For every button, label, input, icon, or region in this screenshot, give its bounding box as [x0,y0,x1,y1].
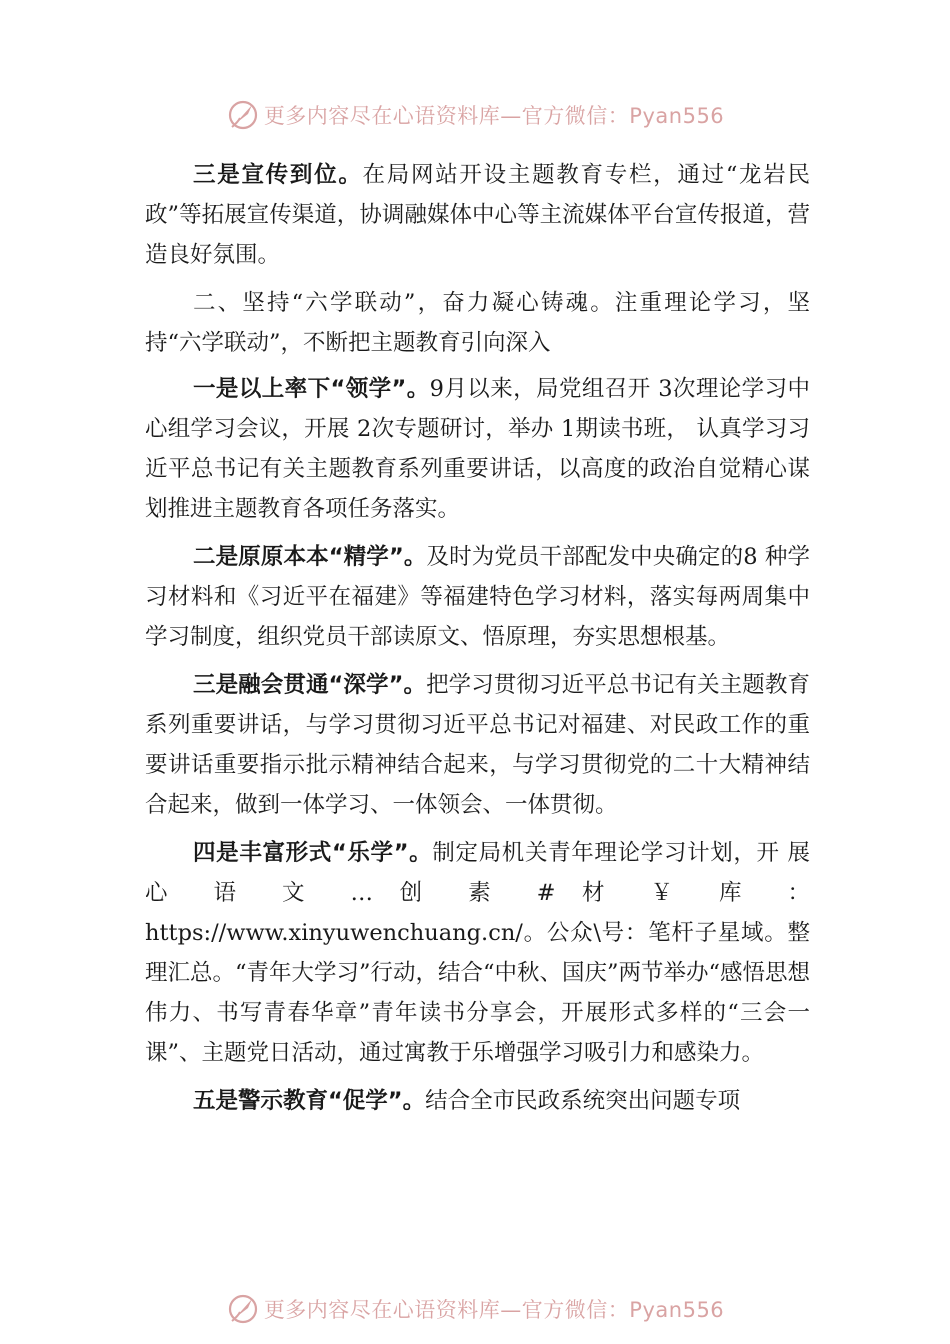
section-heading-six-learning [145,283,810,363]
paragraph-lead: 五是警示教育“促学”。 [193,1088,426,1114]
paragraph-precise-learning [145,537,810,657]
paragraph-warning-education [145,1081,810,1121]
paragraph-deep-learning [145,665,810,825]
section-heading-text: 二、坚持“六学联动”，奋力凝心铸魂。注重理论学习，坚持“六学联动”，不断把主题教育引向深入 [145,290,810,356]
paragraph-lead: 三是宣传到位。 [193,162,363,188]
paragraph-lead: 二是原原本本“精学”。 [193,544,427,570]
paragraph-text: 制定局机关青年理论学习计划，开 展 心 语 文 … 创 素 # 材 ￥ 库 ： https://www.xinyuwenchuang.cn/。公众\号：笔杆子星域。整理汇总。“青年大学习”行动，结合“中秋、国庆”两节举办“感悟思想伟力、书写青春华章”青年读书分享会，开展形式多样的“三会一课”、主题党日活动，通过寓教于乐增强学习吸引力和感染力。 [145,840,811,1066]
paragraph-lead-learning [145,369,810,529]
paragraph-lead: 一是以上率下“领学”。 [193,376,430,402]
paragraph-text: 结合全市民政系统突出问题专项 [425,1088,741,1114]
quill-seal-icon [226,1292,260,1326]
paragraph-text: 9月以来，局党组召开 3次理论学习中心组学习会议，开展 2次专题研讨，举办 1期读书班， 认真学习习近平总书记有关主题教育系列重要讲话，以高度的政治自觉精心谋划推进主题教育各项任务落实。 [145,376,810,522]
footer-watermark [0,1289,950,1329]
paragraph-lead: 四是丰富形式“乐学”。 [193,840,433,866]
paragraph-text: 把学习贯彻习近平总书记有关主题教育系列重要讲话，与学习贯彻习近平总书记对福建、对民政工作的重要讲话重要指示批示精神结合起来，与学习贯彻党的二十大精神结合起来，做到一体学习、一体领会、一体贯彻。 [145,672,810,818]
paragraph-publicity [145,155,810,275]
paragraph-joyful-learning [145,833,810,1073]
watermark-text: 更多内容尽在心语资料库—官方微信：Pyan556 [263,104,725,128]
paragraph-text: 在局网站开设主题教育专栏，通过“龙岩民政”等拓展宣传渠道，协调融媒体中心等主流媒体平台宣传报道，营造良好氛围。 [145,162,810,268]
paragraph-text: 及时为党员干部配发中央确定的8 种学习材料和《习近平在福建》等福建特色学习材料，落实每两周集中学习制度，组织党员干部读原文、悟原理，夯实思想根基。 [145,544,810,650]
watermark-text: 更多内容尽在心语资料库—官方微信：Pyan556 [263,1298,725,1322]
header-watermark [0,95,950,135]
quill-seal-icon [226,98,260,132]
paragraph-lead: 三是融会贯通“深学”。 [193,672,427,698]
document-body [145,155,810,1129]
